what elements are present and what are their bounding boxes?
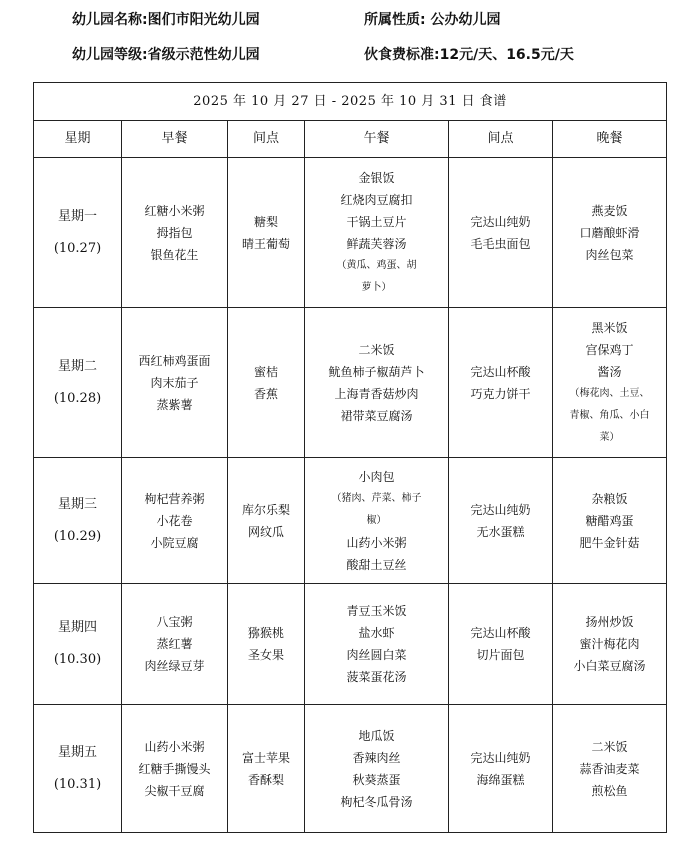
dish: 香辣肉丝 (352, 750, 401, 765)
dish: 金银饭 (358, 170, 395, 185)
dish: 裙带菜豆腐汤 (340, 408, 413, 423)
dish: 青豆玉米饭 (346, 604, 407, 618)
dish: 银鱼花生 (150, 247, 199, 262)
dish: 蜜汁梅花肉 (579, 637, 640, 651)
dish: 库尔乐梨 (241, 502, 290, 517)
dish: 香酥梨 (247, 772, 284, 787)
dish: 二米饭 (591, 739, 628, 754)
dish-note: （梅花肉、土豆、 (569, 387, 650, 399)
dish: 小院豆腐 (150, 535, 199, 550)
snack-cell (228, 458, 305, 584)
dish: 八宝粥 (156, 615, 193, 629)
day-cell (34, 158, 122, 308)
dish: 肉丝包菜 (585, 247, 634, 262)
dish: 完达山纯奶 (470, 214, 531, 229)
dish: 完达山纯奶 (470, 502, 531, 517)
dish: 小肉包 (358, 469, 395, 484)
weekly-menu-table (33, 82, 667, 833)
dish: 盐水虾 (358, 626, 395, 640)
day-date: (10.31) (53, 776, 102, 792)
dish: 地瓜饭 (358, 728, 395, 743)
dish: 蒸紫薯 (156, 397, 193, 412)
dinner-cell (553, 308, 667, 458)
dish: 完达山杯酸 (470, 626, 531, 640)
snack-cell (449, 584, 553, 705)
menu-title: 2025 年 10 月 27 日 - 2025 年 10 月 31 日 食谱 (34, 83, 667, 121)
dish: 蒜香油麦菜 (579, 761, 640, 776)
lunch-cell (305, 584, 449, 705)
dish: 红烧肉豆腐扣 (340, 192, 413, 207)
info-row-1 (0, 9, 700, 33)
day-label: 星期一 (57, 208, 97, 224)
dish-note: 萝卜） (361, 281, 392, 293)
header-lunch: 午餐 (305, 121, 449, 158)
header-weekday: 星期 (34, 121, 122, 158)
dish: 圣女果 (247, 648, 284, 662)
dish: 糖梨 (253, 214, 278, 229)
dish-note: 菜） (599, 431, 620, 443)
kindergarten-grade: 幼儿园等级:省级示范性幼儿园 (72, 47, 260, 63)
dish: 猕猴桃 (247, 626, 284, 640)
dish: 无水蛋糕 (476, 524, 525, 539)
day-date: (10.27) (53, 240, 102, 256)
dish: 上海青香菇炒肉 (334, 386, 419, 401)
snack-cell (449, 705, 553, 833)
dish: 巧克力饼干 (470, 386, 531, 401)
header-snack-morning: 间点 (228, 121, 305, 158)
breakfast-cell (122, 584, 228, 705)
dish-note: 椒） (366, 514, 387, 526)
dish: 红糖小米粥 (144, 203, 205, 218)
header-breakfast: 早餐 (122, 121, 228, 158)
lunch-cell (305, 158, 449, 308)
dish: 酸甜土豆丝 (346, 557, 407, 572)
dish: 酱汤 (597, 364, 622, 379)
day-cell (34, 584, 122, 705)
dish: 山药小米粥 (144, 739, 205, 754)
dish: 枸杞营养粥 (144, 491, 205, 506)
snack-cell (228, 705, 305, 833)
dish: 小花卷 (156, 513, 193, 528)
lunch-cell (305, 458, 449, 584)
day-date: (10.28) (53, 390, 102, 406)
dish: 糖醋鸡蛋 (585, 513, 634, 528)
dish: 燕麦饭 (591, 203, 628, 218)
table-row (34, 584, 667, 705)
snack-cell (228, 308, 305, 458)
lunch-cell (305, 308, 449, 458)
dish: 二米饭 (358, 342, 395, 357)
dish: 鱿鱼柿子椒葫芦卜 (328, 364, 425, 379)
dish: 鲜蔬芙蓉汤 (346, 236, 407, 251)
snack-cell (228, 158, 305, 308)
dish: 完达山杯酸 (470, 364, 531, 379)
day-cell (34, 458, 122, 584)
day-cell (34, 308, 122, 458)
dish: 扬州炒饭 (585, 615, 634, 629)
dinner-cell (553, 158, 667, 308)
day-label: 星期四 (57, 620, 97, 635)
kindergarten-nature: 所属性质: 公办幼儿园 (364, 12, 501, 28)
dish: 煎松鱼 (591, 783, 628, 798)
dish: 网纹瓜 (247, 524, 284, 539)
dish-note: 青椒、角瓜、小白 (569, 409, 650, 421)
dish: 西红柿鸡蛋面 (138, 353, 211, 368)
header-dinner: 晚餐 (553, 121, 667, 158)
snack-cell (449, 308, 553, 458)
day-cell (34, 705, 122, 833)
day-date: (10.29) (53, 528, 102, 544)
dish: 黑米饭 (591, 320, 628, 335)
dish: 拇指包 (156, 225, 193, 240)
dish: 宫保鸡丁 (585, 342, 634, 357)
dish-note: （黄瓜、鸡蛋、胡 (336, 259, 417, 271)
dish: 肉丝绿豆芽 (144, 659, 205, 673)
dish: 香蕉 (253, 386, 278, 401)
breakfast-cell (122, 158, 228, 308)
day-date: (10.30) (53, 652, 102, 667)
snack-cell (449, 458, 553, 584)
dish: 红糖手撕馒头 (138, 761, 211, 776)
table-row (34, 308, 667, 458)
dish: 秋葵蒸蛋 (352, 772, 401, 787)
dish: 晴王葡萄 (241, 236, 290, 251)
meal-fee-standard: 伙食费标准:12元/天、16.5元/天 (364, 47, 574, 63)
dish: 海绵蛋糕 (476, 772, 525, 787)
dinner-cell (553, 705, 667, 833)
dish: 杂粮饭 (591, 491, 628, 506)
dish: 蒸红薯 (156, 637, 193, 651)
dish: 肉丝圆白菜 (346, 648, 407, 662)
dish: 菠菜蛋花汤 (346, 670, 407, 684)
info-row-2 (0, 44, 700, 68)
day-label: 星期二 (57, 358, 97, 374)
dish-note: （猪肉、芹菜、柿子 (331, 492, 422, 504)
dish: 完达山纯奶 (470, 750, 531, 765)
header-snack-afternoon: 间点 (449, 121, 553, 158)
header-row (34, 121, 667, 158)
breakfast-cell (122, 458, 228, 584)
breakfast-cell (122, 705, 228, 833)
dinner-cell (553, 584, 667, 705)
dish: 肉末茄子 (150, 375, 199, 390)
dish: 干锅土豆片 (346, 214, 407, 229)
dish: 枸杞冬瓜骨汤 (340, 794, 413, 809)
dinner-cell (553, 458, 667, 584)
dish: 小白菜豆腐汤 (573, 659, 646, 673)
table-row (34, 458, 667, 584)
kindergarten-name: 幼儿园名称:图们市阳光幼儿园 (72, 12, 260, 28)
dish: 肥牛金针菇 (579, 535, 640, 550)
snack-cell (449, 158, 553, 308)
table-row (34, 158, 667, 308)
dish: 蜜桔 (253, 364, 278, 379)
lunch-cell (305, 705, 449, 833)
dish: 富士苹果 (241, 750, 290, 765)
dish: 尖椒干豆腐 (144, 783, 205, 798)
day-label: 星期三 (57, 496, 97, 512)
dish: 山药小米粥 (346, 535, 407, 550)
table-row (34, 705, 667, 833)
day-label: 星期五 (57, 744, 97, 760)
snack-cell (228, 584, 305, 705)
dish: 口蘑酿虾滑 (579, 225, 640, 240)
breakfast-cell (122, 308, 228, 458)
dish: 毛毛虫面包 (470, 236, 531, 251)
dish: 切片面包 (476, 648, 525, 662)
